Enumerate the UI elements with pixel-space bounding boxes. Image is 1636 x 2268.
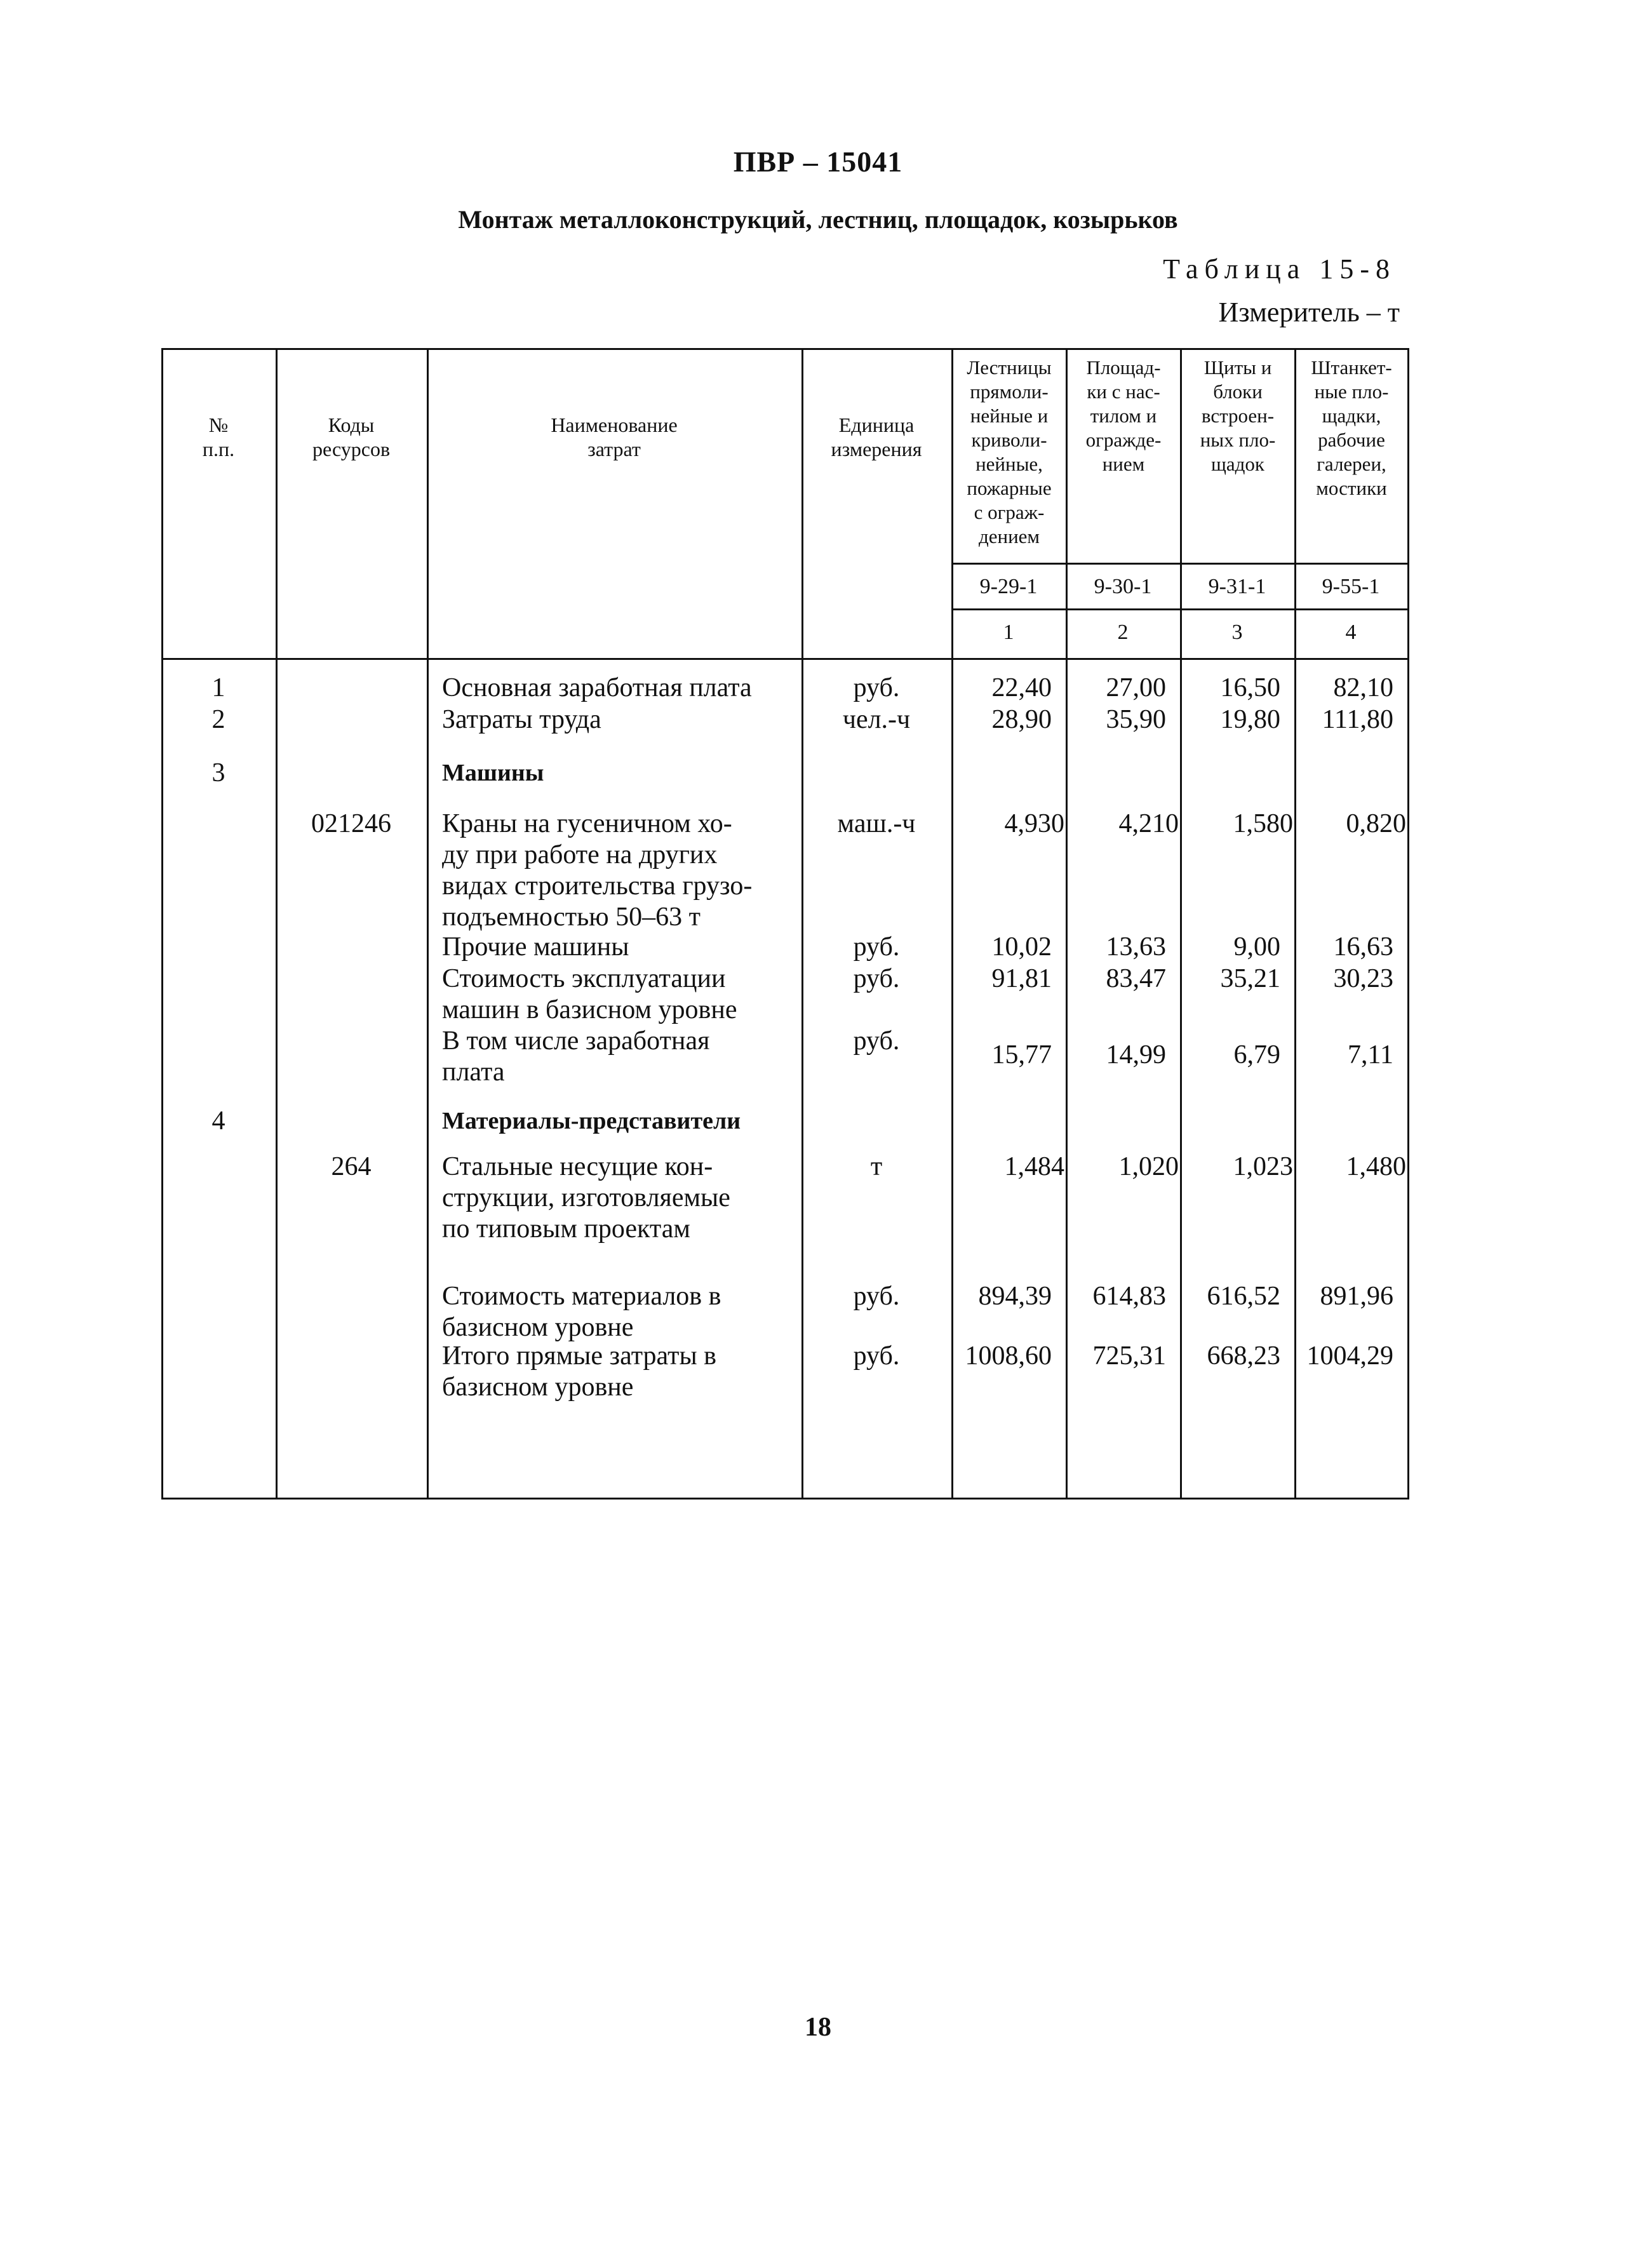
unit-of-measure: маш.-ч [837,809,916,838]
header-column-1-line: дением [978,525,1040,547]
value-cell: 22,40 [991,673,1052,702]
column-border [1294,348,1296,1500]
section-heading: Машины [442,760,544,786]
header-column-3 [1181,356,1294,476]
header-column-4-line: щадки, [1322,405,1381,427]
header-column-1 [953,356,1066,549]
value-cell: 1,484 [1004,1152,1064,1181]
value-cell: 10,02 [991,932,1052,962]
cost-name: Прочие машины [442,932,629,962]
measure-label: Измеритель – т [1218,297,1400,328]
header-column-1-line: нейные и [970,405,1049,427]
value-cell: 30,23 [1333,964,1393,993]
header-cost-name-line: затрат [587,438,641,460]
cost-name: В том числе заработная [442,1026,710,1056]
header-column-3-line: встроен- [1201,405,1275,427]
unit-of-measure: чел.-ч [842,705,911,734]
header-column-4 [1296,356,1407,500]
value-cell: 83,47 [1106,964,1166,993]
header-number-line: п.п. [202,438,235,460]
row-number: 3 [211,758,225,788]
value-cell: 0,820 [1346,809,1406,838]
header-number-line: № [208,413,229,436]
header-column-1-line: Лестницы [967,356,1052,379]
header-column-1-line: прямоли- [970,380,1049,403]
header-column-4-line: галереи, [1317,453,1386,475]
cost-name: Стоимость материалов в [442,1282,721,1311]
page-number: 18 [805,2013,831,2042]
column-border [1066,348,1068,1500]
unit-of-measure: т [870,1152,883,1181]
value-cell: 614,83 [1092,1282,1166,1311]
value-cell: 14,99 [1106,1040,1166,1070]
header-cost-name [427,413,801,461]
value-cell: 1008,60 [965,1341,1052,1371]
header-unit-line: Единица [838,413,915,436]
value-cell: 1,580 [1233,809,1293,838]
cost-name: Итого прямые затраты в [442,1341,717,1371]
header-column-1-line: пожарные [967,477,1052,499]
value-cell: 15,77 [991,1040,1052,1070]
header-column-3-line: Щиты и [1204,356,1272,379]
header-column-4-line: ные пло- [1314,380,1389,403]
value-cell: 19,80 [1220,705,1280,734]
header-bottom-border [161,658,1409,660]
row-number: 1 [211,673,225,702]
value-cell: 4,210 [1118,809,1179,838]
value-cell: 91,81 [991,964,1052,993]
table-top-border [161,348,1409,350]
column-number: 1 [1003,621,1014,644]
value-cell: 111,80 [1322,705,1393,734]
row-number: 2 [211,705,225,734]
cost-name: плата [442,1057,505,1087]
value-cell: 16,50 [1220,673,1280,702]
column-border [1407,348,1409,1500]
header-resource-codes-line: ресурсов [312,438,391,460]
header-column-2-line: огражде- [1085,429,1162,451]
cost-name: Затраты труда [442,705,601,734]
cost-name: Стоимость эксплуатации [442,964,726,993]
column-number: 2 [1117,621,1129,644]
value-cell: 35,90 [1106,705,1166,734]
cost-name: по типовым проектам [442,1214,690,1244]
value-cell: 891,96 [1320,1282,1393,1311]
value-cell: 16,63 [1333,932,1393,962]
cost-name: Стальные несущие кон- [442,1152,713,1181]
resource-code: 264 [331,1152,372,1181]
header-number [161,413,276,461]
unit-of-measure: руб. [853,1026,900,1056]
header-column-2-line: ки с нас- [1087,380,1160,403]
cost-name: Основная заработная плата [442,673,752,702]
column-number: 4 [1345,621,1357,644]
document-title: Монтаж металлоконструкций, лестниц, площадок, козырьков [458,205,1178,234]
header-column-4-line: мостики [1316,477,1387,499]
cost-name: машин в базисном уровне [442,995,737,1024]
cost-name: подъемностью 50–63 т [442,903,701,932]
cost-name: базисном уровне [442,1372,634,1402]
column-code: 9-55-1 [1322,575,1380,598]
value-cell: 1,020 [1118,1152,1179,1181]
header-cost-name-line: Наименование [551,413,678,436]
resource-code: 021246 [311,809,391,838]
header-column-1-line: нейные, [976,453,1043,475]
cost-name: видах строительства грузо- [442,871,753,901]
column-number: 3 [1231,621,1243,644]
column-code: 9-29-1 [979,575,1038,598]
header-unit-line: измерения [831,438,922,460]
value-cell: 82,10 [1333,673,1393,702]
header-column-3-line: ных пло- [1200,429,1276,451]
value-cell: 1,023 [1233,1152,1293,1181]
table-bottom-border [161,1498,1409,1500]
header-column-3-line: блоки [1213,380,1263,403]
section-heading: Материалы-представители [442,1108,741,1134]
value-cell: 894,39 [978,1282,1052,1311]
value-cell: 9,00 [1233,932,1280,962]
header-column-2 [1067,356,1180,476]
header-column-2-line: Площад- [1086,356,1161,379]
column-border [801,348,803,1500]
value-cell: 725,31 [1092,1341,1166,1371]
unit-of-measure: руб. [853,932,900,962]
value-cell: 1004,29 [1306,1341,1393,1371]
header-column-1-line: с ограж- [974,501,1045,523]
column-border [1180,348,1182,1500]
value-cell: 1,480 [1346,1152,1406,1181]
value-cell: 27,00 [1106,673,1166,702]
cost-name: базисном уровне [442,1313,634,1342]
header-unit [801,413,951,461]
column-border [427,348,429,1500]
cost-name: Краны на гусеничном хо- [442,809,732,838]
value-cell: 28,90 [991,705,1052,734]
header-resource-codes-line: Коды [328,413,375,436]
cost-name: струкции, изготовляемые [442,1183,730,1212]
unit-of-measure: руб. [853,1282,900,1311]
value-cell: 7,11 [1348,1040,1393,1070]
header-column-4-line: Штанкет- [1311,356,1392,379]
value-cell: 616,52 [1207,1282,1280,1311]
value-cell: 6,79 [1233,1040,1280,1070]
value-cell: 13,63 [1106,932,1166,962]
unit-of-measure: руб. [853,673,900,702]
value-cell: 4,930 [1004,809,1064,838]
header-column-2-line: нием [1102,453,1145,475]
table-label: Таблица 15-8 [1163,253,1396,285]
row-number: 4 [211,1106,225,1136]
column-code: 9-31-1 [1208,575,1266,598]
cost-name: ду при работе на других [442,840,718,869]
value-cell: 35,21 [1220,964,1280,993]
header-column-2-line: тилом и [1090,405,1157,427]
column-border [276,348,278,1500]
header-column-1-line: криволи- [971,429,1047,451]
header-column-4-line: рабочие [1318,429,1385,451]
header-resource-codes [276,413,427,461]
unit-of-measure: руб. [853,1341,900,1371]
column-border [161,348,163,1500]
document-code: ПВР – 15041 [733,145,903,178]
unit-of-measure: руб. [853,964,900,993]
column-code: 9-30-1 [1094,575,1152,598]
header-column-3-line: щадок [1211,453,1264,475]
value-cell: 668,23 [1207,1341,1280,1371]
